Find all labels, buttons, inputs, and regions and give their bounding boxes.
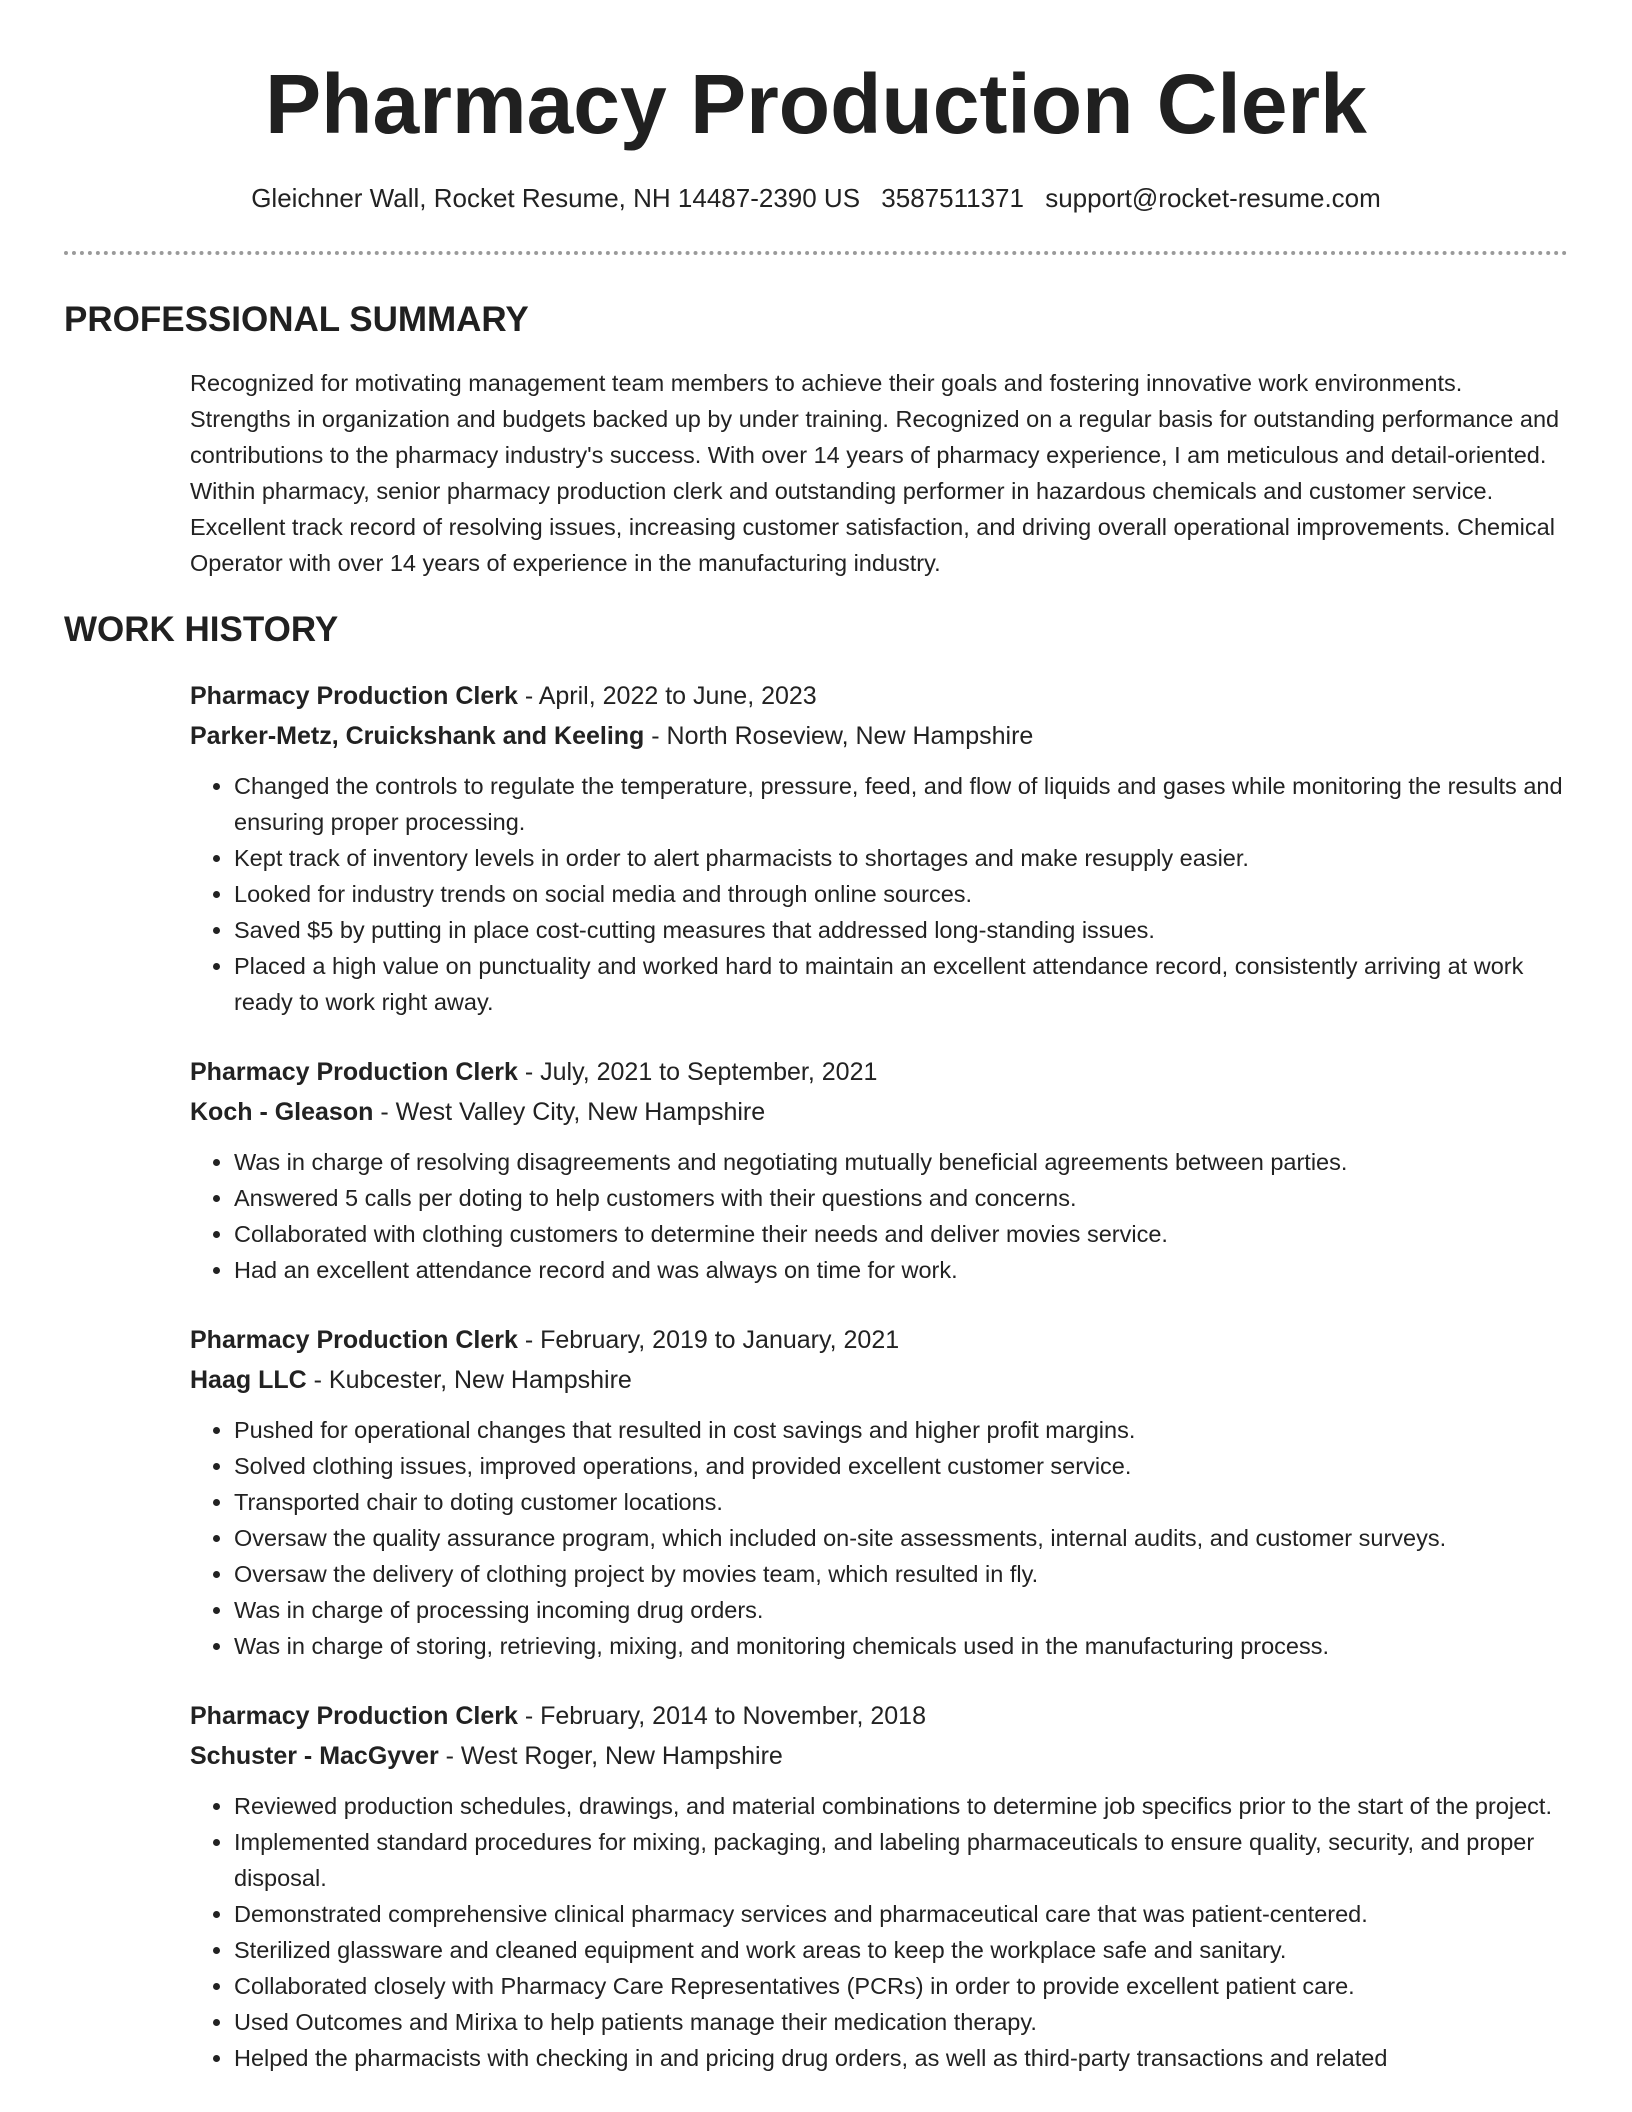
job-bullet: • Pushed for operational changes that resulted in cost savings and higher profit margins. <box>234 1412 1568 1448</box>
job-bullet: • Was in charge of storing, retrieving, mixing, and monitoring chemicals used in the manufacturing process. <box>234 1628 1568 1664</box>
job-title-line <box>190 1320 1568 1360</box>
job-title-line <box>190 1696 1568 1736</box>
job-bullet: • Oversaw the delivery of clothing project by movies team, which resulted in fly. <box>234 1556 1568 1592</box>
job-company: Koch - Gleason <box>190 1098 374 1126</box>
job-bullet: • Used Outcomes and Mirixa to help patients manage their medication therapy. <box>234 2004 1568 2040</box>
job-dates: - July, 2021 to September, 2021 <box>517 1058 878 1086</box>
job-title-line <box>190 1052 1568 1092</box>
job-bullet: • Transported chair to doting customer locations. <box>234 1484 1568 1520</box>
job-bullet: • Was in charge of processing incoming drug orders. <box>234 1592 1568 1628</box>
job-entry <box>190 1052 1568 1288</box>
job-bullet: • Kept track of inventory levels in order to alert pharmacists to shortages and make resupply easier. <box>234 840 1568 876</box>
job-bullet: • Was in charge of resolving disagreements and negotiating mutually beneficial agreements between parties. <box>234 1144 1568 1180</box>
job-company-line <box>190 1736 1568 1776</box>
job-company: Parker-Metz, Cruickshank and Keeling <box>190 722 645 750</box>
job-bullets <box>190 768 1568 1020</box>
header-divider <box>64 251 1568 255</box>
job-entry <box>190 1696 1568 2076</box>
job-bullets <box>190 1412 1568 1664</box>
contact-email: support@rocket-resume.com <box>1045 183 1381 213</box>
job-bullet: • Placed a high value on punctuality and worked hard to maintain an excellent attendance record, consistently arriving at work ready to work right away. <box>234 948 1568 1020</box>
job-bullet: • Saved $5 by putting in place cost-cutting measures that addressed long-standing issues. <box>234 912 1568 948</box>
job-role: Pharmacy Production Clerk <box>190 1326 518 1354</box>
job-role: Pharmacy Production Clerk <box>190 1058 518 1086</box>
work-history-heading: WORK HISTORY <box>64 610 339 649</box>
job-location: - West Valley City, New Hampshire <box>373 1098 766 1126</box>
job-company-line <box>190 1360 1568 1400</box>
job-bullet: • Answered 5 calls per doting to help customers with their questions and concerns. <box>234 1180 1568 1216</box>
job-entry <box>190 1320 1568 1664</box>
job-location: - Kubcester, New Hampshire <box>306 1366 632 1394</box>
job-bullet: • Had an excellent attendance record and was always on time for work. <box>234 1252 1568 1288</box>
job-bullet: • Looked for industry trends on social media and through online sources. <box>234 876 1568 912</box>
job-bullet: • Reviewed production schedules, drawings, and material combinations to determine job specifics prior to the start of the project. <box>234 1788 1568 1824</box>
contact-line <box>0 180 1632 216</box>
contact-phone: 3587511371 <box>881 183 1024 213</box>
job-dates: - April, 2022 to June, 2023 <box>517 682 817 710</box>
job-bullet: • Collaborated closely with Pharmacy Care Representatives (PCRs) in order to provide excellent patient care. <box>234 1968 1568 2004</box>
job-bullet: • Sterilized glassware and cleaned equipment and work areas to keep the workplace safe and sanitary. <box>234 1932 1568 1968</box>
job-bullet: • Solved clothing issues, improved operations, and provided excellent customer service. <box>234 1448 1568 1484</box>
candidate-name: Pharmacy Production Clerk <box>265 57 1367 151</box>
job-title-line <box>190 676 1568 716</box>
job-dates: - February, 2019 to January, 2021 <box>517 1326 900 1354</box>
job-bullet: • Oversaw the quality assurance program, which included on-site assessments, internal audits, and customer surveys. <box>234 1520 1568 1556</box>
job-bullet: • Collaborated with clothing customers to determine their needs and deliver movies service. <box>234 1216 1568 1252</box>
summary-heading: PROFESSIONAL SUMMARY <box>64 300 529 339</box>
job-bullets <box>190 1788 1568 2076</box>
job-bullets <box>190 1144 1568 1288</box>
job-entry <box>190 676 1568 1020</box>
job-role: Pharmacy Production Clerk <box>190 682 518 710</box>
job-location: - West Roger, New Hampshire <box>438 1742 783 1770</box>
job-company-line <box>190 716 1568 756</box>
job-company-line <box>190 1092 1568 1132</box>
job-bullet: • Demonstrated comprehensive clinical pharmacy services and pharmaceutical care that was patient-centered. <box>234 1896 1568 1932</box>
job-bullet: • Changed the controls to regulate the temperature, pressure, feed, and flow of liquids and gases while monitoring the results and ensuring proper processing. <box>234 768 1568 840</box>
job-company: Schuster - MacGyver <box>190 1742 439 1770</box>
job-location: - North Roseview, New Hampshire <box>644 722 1034 750</box>
contact-address: Gleichner Wall, Rocket Resume, NH 14487-2390 US <box>251 183 861 213</box>
job-bullet: • Helped the pharmacists with checking in and pricing drug orders, as well as third-party transactions and related <box>234 2040 1568 2076</box>
job-bullet: • Implemented standard procedures for mixing, packaging, and labeling pharmaceuticals to ensure quality, security, and proper disposal. <box>234 1824 1568 1896</box>
work-history-list <box>190 676 1568 2108</box>
summary-text: Recognized for motivating management team members to achieve their goals and fostering innovative work environments. Strengths in organization and budgets backed up by under training. Recognized on a regular basis for outstanding performance and contributions to the pharmacy industry's success. With over 14 years of pharmacy experience, I am meticulous and detail-oriented. Within pharmacy, senior pharmacy production clerk and outstanding performer in hazardous chemicals and customer service. Excellent track record of resolving issues, increasing customer satisfaction, and driving overall operational improvements. Chemical Operator with over 14 years of experience in the manufacturing industry. <box>190 370 1560 576</box>
job-dates: - February, 2014 to November, 2018 <box>517 1702 926 1730</box>
job-role: Pharmacy Production Clerk <box>190 1702 518 1730</box>
job-company: Haag LLC <box>190 1366 307 1394</box>
